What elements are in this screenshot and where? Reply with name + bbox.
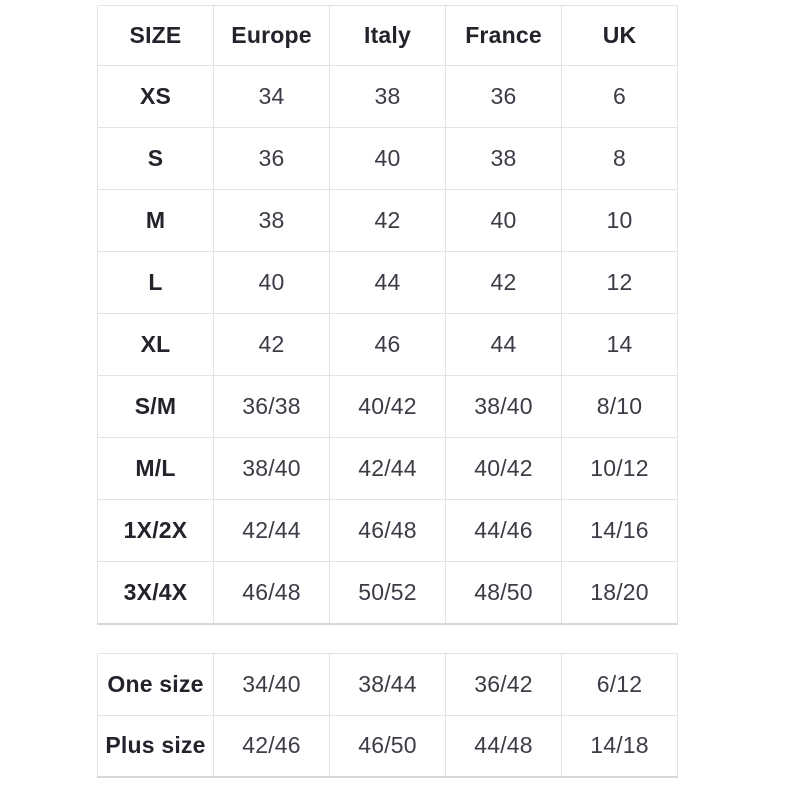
size-table-main-body bbox=[98, 66, 678, 624]
size-label-cell: S/M bbox=[98, 376, 214, 438]
size-value-cell: 46/48 bbox=[330, 500, 446, 562]
size-label-cell: XL bbox=[98, 314, 214, 376]
table-row bbox=[98, 252, 678, 314]
size-value-cell: 38/44 bbox=[330, 653, 446, 715]
table-row bbox=[98, 653, 678, 715]
table-row bbox=[98, 66, 678, 128]
size-value-cell: 48/50 bbox=[446, 562, 562, 624]
column-header-italy: Italy bbox=[330, 6, 446, 66]
size-value-cell: 42 bbox=[214, 314, 330, 376]
size-value-cell: 44 bbox=[330, 252, 446, 314]
size-value-cell: 36/42 bbox=[446, 653, 562, 715]
table-row bbox=[98, 314, 678, 376]
size-label-cell: L bbox=[98, 252, 214, 314]
table-row bbox=[98, 128, 678, 190]
size-label-cell: 3X/4X bbox=[98, 562, 214, 624]
table-row bbox=[98, 562, 678, 624]
size-label-cell: Plus size bbox=[98, 715, 214, 777]
table-row bbox=[98, 438, 678, 500]
size-value-cell: 34 bbox=[214, 66, 330, 128]
size-value-cell: 40 bbox=[214, 252, 330, 314]
size-value-cell: 38 bbox=[330, 66, 446, 128]
size-value-cell: 6 bbox=[562, 66, 678, 128]
size-value-cell: 40 bbox=[330, 128, 446, 190]
size-value-cell: 42 bbox=[446, 252, 562, 314]
size-value-cell: 50/52 bbox=[330, 562, 446, 624]
column-header-size: SIZE bbox=[98, 6, 214, 66]
size-label-cell: XS bbox=[98, 66, 214, 128]
table-row bbox=[98, 500, 678, 562]
size-label-cell: S bbox=[98, 128, 214, 190]
size-label-cell: 1X/2X bbox=[98, 500, 214, 562]
size-value-cell: 8/10 bbox=[562, 376, 678, 438]
size-value-cell: 40/42 bbox=[330, 376, 446, 438]
size-value-cell: 6/12 bbox=[562, 653, 678, 715]
size-value-cell: 42/44 bbox=[214, 500, 330, 562]
size-value-cell: 42 bbox=[330, 190, 446, 252]
size-value-cell: 10 bbox=[562, 190, 678, 252]
header-row bbox=[98, 6, 678, 66]
size-value-cell: 34/40 bbox=[214, 653, 330, 715]
size-value-cell: 44/46 bbox=[446, 500, 562, 562]
size-table-special bbox=[97, 653, 678, 779]
size-value-cell: 36/38 bbox=[214, 376, 330, 438]
table-row bbox=[98, 376, 678, 438]
size-label-cell: M/L bbox=[98, 438, 214, 500]
table-row bbox=[98, 190, 678, 252]
size-table-header bbox=[98, 6, 678, 66]
size-value-cell: 40/42 bbox=[446, 438, 562, 500]
size-value-cell: 14 bbox=[562, 314, 678, 376]
size-label-cell: One size bbox=[98, 653, 214, 715]
size-label-cell: M bbox=[98, 190, 214, 252]
size-value-cell: 14/18 bbox=[562, 715, 678, 777]
size-table-special-body bbox=[98, 653, 678, 777]
size-value-cell: 10/12 bbox=[562, 438, 678, 500]
size-value-cell: 42/44 bbox=[330, 438, 446, 500]
size-value-cell: 12 bbox=[562, 252, 678, 314]
size-value-cell: 8 bbox=[562, 128, 678, 190]
size-value-cell: 46/48 bbox=[214, 562, 330, 624]
size-value-cell: 36 bbox=[446, 66, 562, 128]
size-value-cell: 38 bbox=[214, 190, 330, 252]
size-table-main bbox=[97, 5, 678, 625]
size-value-cell: 18/20 bbox=[562, 562, 678, 624]
size-value-cell: 46/50 bbox=[330, 715, 446, 777]
size-value-cell: 14/16 bbox=[562, 500, 678, 562]
size-value-cell: 38/40 bbox=[446, 376, 562, 438]
size-value-cell: 38 bbox=[446, 128, 562, 190]
size-value-cell: 36 bbox=[214, 128, 330, 190]
column-header-uk: UK bbox=[562, 6, 678, 66]
size-value-cell: 46 bbox=[330, 314, 446, 376]
column-header-europe: Europe bbox=[214, 6, 330, 66]
size-value-cell: 42/46 bbox=[214, 715, 330, 777]
table-row bbox=[98, 715, 678, 777]
size-value-cell: 44/48 bbox=[446, 715, 562, 777]
size-value-cell: 44 bbox=[446, 314, 562, 376]
size-value-cell: 38/40 bbox=[214, 438, 330, 500]
column-header-france: France bbox=[446, 6, 562, 66]
size-value-cell: 40 bbox=[446, 190, 562, 252]
